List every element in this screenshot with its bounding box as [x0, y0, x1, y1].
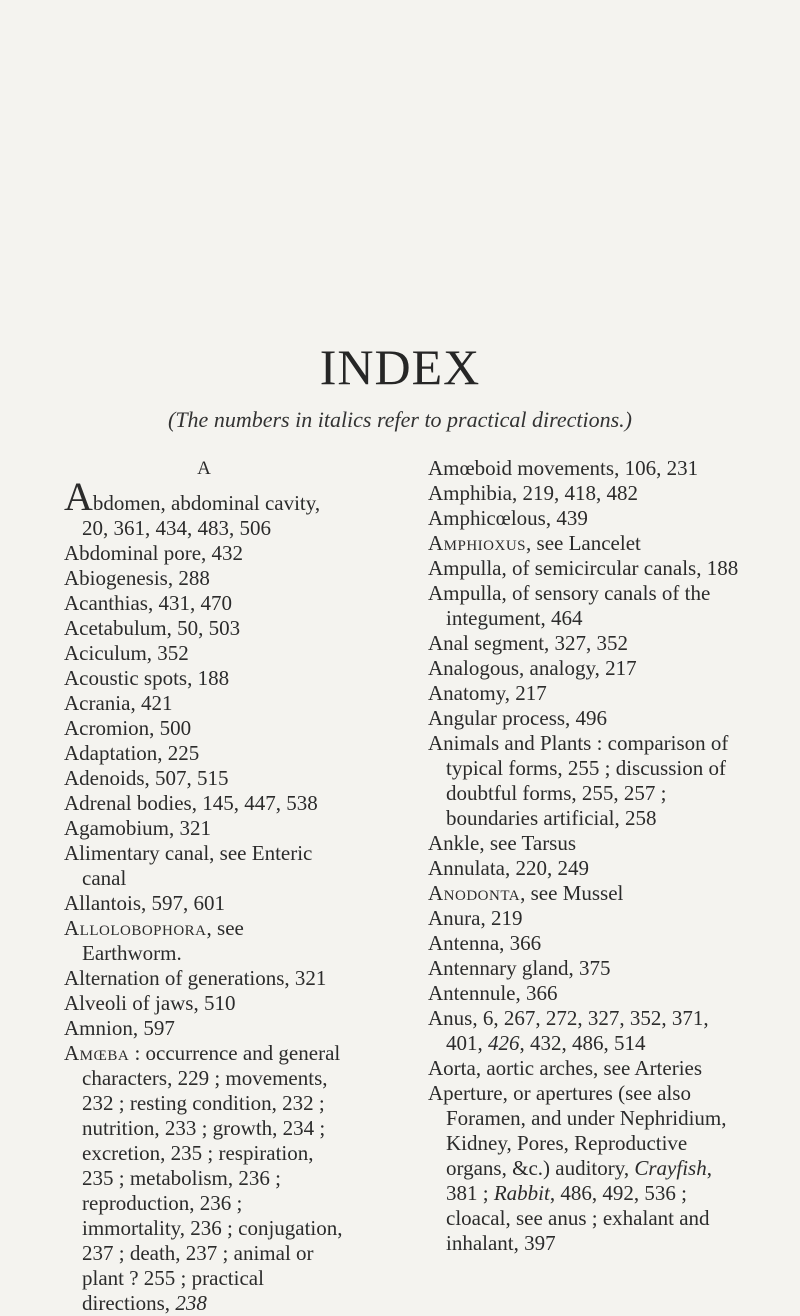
index-entry-text: , 486, 492, 536 ; cloacal, see anus ; exhalant and inhalant, 397 [446, 1181, 710, 1255]
index-entry: Abdominal pore, 432 [64, 541, 244, 565]
italic-page-ref: 426 [488, 1031, 520, 1055]
index-entry: Amœboid movements, 106, 231 [428, 456, 699, 480]
index-entry: Acromion, 500 [64, 716, 192, 740]
index-entry-text: , see Earthworm. [82, 916, 244, 965]
italic-subject: Crayfish [634, 1156, 707, 1180]
index-entry-text: Aperture, or apertures (see also Foramen, and under Nephridium, Kidney, Pores, Reproductive organs, &c.) auditory, [428, 1081, 727, 1180]
index-entry-text: bdomen, abdominal cavity, 20, 361, 434, 483, 506 [82, 491, 321, 540]
index-entry: Amnion, 597 [64, 1016, 175, 1040]
index-entry: Amphibia, 219, 418, 482 [428, 481, 638, 505]
index-entry: Ampulla, of sensory canals of the integument, 464 [428, 581, 711, 630]
italic-page-ref: 238 [175, 1291, 207, 1315]
drop-cap: A [64, 474, 93, 519]
index-entry: Aciculum, 352 [64, 641, 189, 665]
index-entry-text: Anus, 6, 267, 272, 327, 352, 371, 401, [428, 1006, 709, 1055]
index-entry-text: , see Mussel [520, 881, 624, 905]
index-entry: Animals and Plants : comparison of typical forms, 255 ; discussion of doubtful forms, 255, 257 ; boundaries artificial, 258 [428, 731, 729, 830]
index-entry: Anura, 219 [428, 906, 523, 930]
index-entry: Acoustic spots, 188 [64, 666, 230, 690]
italic-subject: Rabbit [493, 1181, 550, 1205]
index-entry-amoeba [64, 1041, 344, 1316]
index-entry-text: , see Lancelet [526, 531, 641, 555]
index-entry-anus [428, 1006, 744, 1056]
index-entry: Analogous, analogy, 217 [428, 656, 637, 680]
index-entry: Adenoids, 507, 515 [64, 766, 229, 790]
index-entry: Antenna, 366 [428, 931, 542, 955]
index-column-right [428, 456, 744, 1256]
index-entry: Abiogenesis, 288 [64, 566, 210, 590]
index-entry: Aorta, aortic arches, see Arteries [428, 1056, 703, 1080]
index-entry: Agamobium, 321 [64, 816, 211, 840]
index-entry: Acanthias, 431, 470 [64, 591, 232, 615]
index-entry: Allantois, 597, 601 [64, 891, 225, 915]
index-entry: Acetabulum, 50, 503 [64, 616, 241, 640]
index-entry-head: Anodonta [428, 881, 521, 905]
index-entry-anodonta [428, 881, 744, 906]
index-entry: Anatomy, 217 [428, 681, 547, 705]
section-letter: A [197, 458, 211, 479]
index-entry: Alveoli of jaws, 510 [64, 991, 236, 1015]
index-entry: Acrania, 421 [64, 691, 173, 715]
page-subtitle: (The numbers in italics refer to practical directions.) [168, 407, 632, 432]
index-entry-allolobophora [64, 916, 344, 966]
index-entry-text: : occurrence and general characters, 229 ; movements, 232 ; resting condition, 232 ; nutrition, 233 ; growth, 234 ; excretion, 235 ; respiration, 235 ; metabolism, 236 ; reproduction, 236 ; immortality, 236 ; conjugation, 237 ; death, 237 ; animal or plant ? 255 ; practical directions, [82, 1041, 343, 1315]
index-entry-text: , 381 ; [446, 1156, 712, 1205]
index-entry-head: Allolobophora [64, 916, 207, 940]
index-entry-abdomen [64, 474, 344, 541]
index-entry: Amphicœlous, 439 [428, 506, 588, 530]
index-entry: Anal segment, 327, 352 [428, 631, 629, 655]
index-entry-amphioxus [428, 531, 744, 556]
index-entry-text: , 432, 486, 514 [519, 1031, 646, 1055]
index-entry: Ampulla, of semicircular canals, 188 [428, 556, 739, 580]
index-entry: Antennary gland, 375 [428, 956, 611, 980]
index-entry: Adrenal bodies, 145, 447, 538 [64, 791, 318, 815]
index-entry-aperture [428, 1081, 744, 1256]
index-entry: Alimentary canal, see Enteric canal [64, 841, 313, 890]
index-entry: Antennule, 366 [428, 981, 558, 1005]
index-entry: Angular process, 496 [428, 706, 608, 730]
index-entry: Annulata, 220, 249 [428, 856, 589, 880]
index-column-left [64, 456, 344, 1316]
page-title: INDEX [319, 339, 481, 395]
index-entry: Adaptation, 225 [64, 741, 200, 765]
index-entry: Alternation of generations, 321 [64, 966, 327, 990]
index-entry: Ankle, see Tarsus [428, 831, 577, 855]
index-entry-head: Amphioxus [428, 531, 527, 555]
index-entry-head: Amœba [64, 1041, 130, 1065]
